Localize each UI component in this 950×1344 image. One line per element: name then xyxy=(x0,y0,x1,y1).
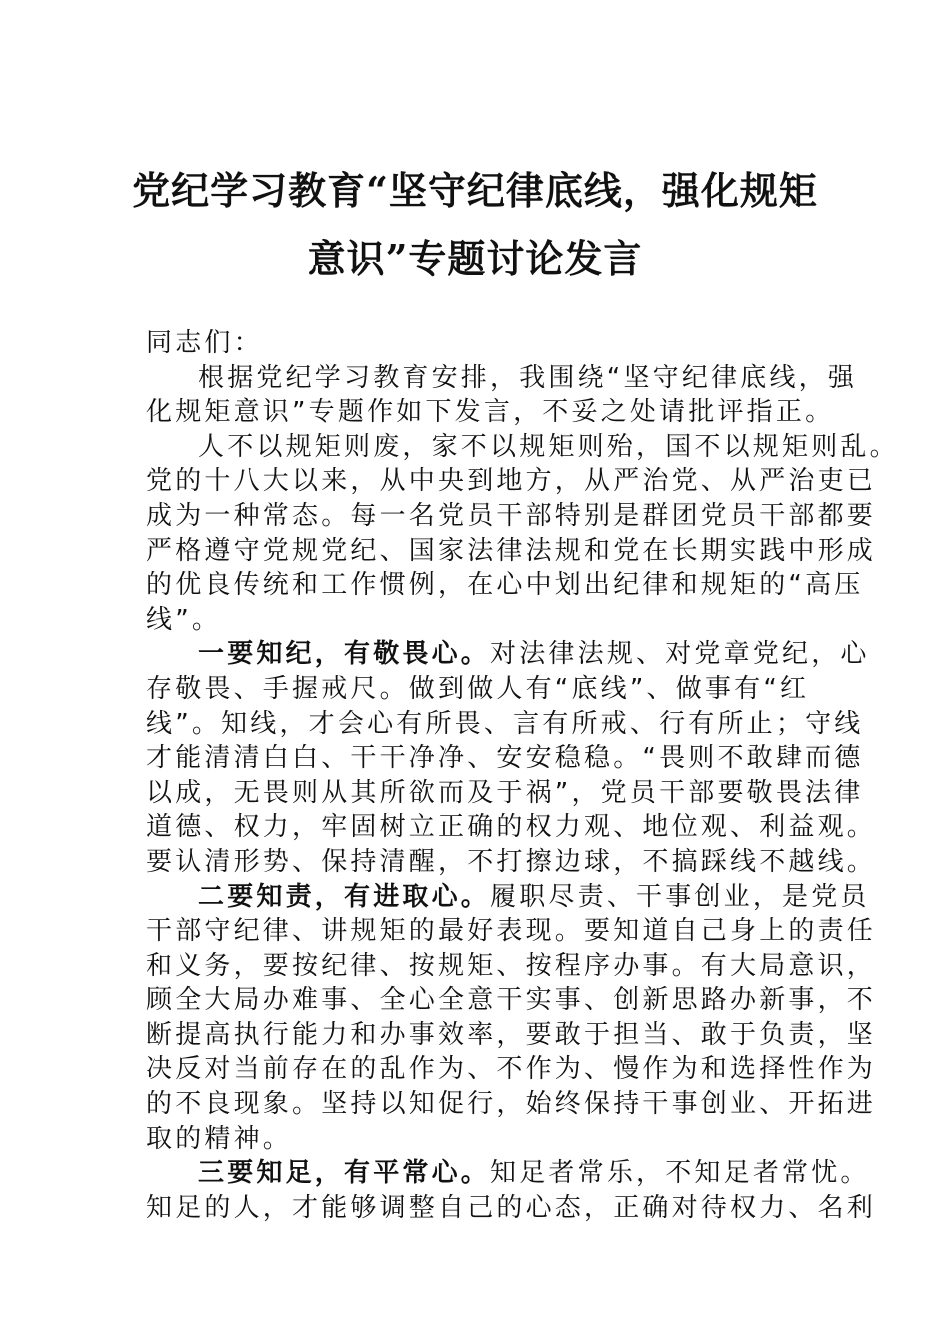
body-line-text: 党的十八大以来，从中央到地方，从严治党、从严治吏已 xyxy=(146,466,877,497)
body-line xyxy=(146,672,826,707)
body-line-text: 线”。知线，才会心有所畏、言有所戒、行有所止；守线 xyxy=(146,708,864,739)
body-line-text: 严格遵守党规党纪、国家法律法规和党在长期实践中形成 xyxy=(146,535,877,566)
body-line-text: 根据党纪学习教育安排，我围绕“坚守纪律底线，强 xyxy=(198,362,858,393)
body-line-text: 道德、权力，牢固树立正确的权力观、地位观、利益观。 xyxy=(146,812,877,843)
body-line xyxy=(146,776,864,811)
body-line xyxy=(146,1018,877,1053)
body-line-text: 知足的人，才能够调整自己的心态，正确对待权力、名利 xyxy=(146,1192,877,1223)
body-line-text: 才能清清白白、干干净净、安安稳稳。“畏则不敢肆而德 xyxy=(146,743,864,774)
body-line xyxy=(146,1052,877,1087)
document-title-line-2: 意识”专题讨论发言 xyxy=(307,236,643,281)
body-line-text: 履职尽责、干事创业，是党员 xyxy=(490,881,870,912)
body-line xyxy=(146,914,877,949)
body-line-text: 的不良现象。坚持以知促行，始终保持干事创业、开拓进 xyxy=(146,1089,877,1120)
body-line xyxy=(146,568,864,603)
body-line xyxy=(146,603,826,638)
body-line-text: 线”。 xyxy=(146,604,222,635)
body-line-text: 顾全大局办难事、全心全意干实事、创新思路办新事，不 xyxy=(146,985,877,1016)
body-line xyxy=(146,949,877,984)
body-line-text: 干部守纪律、讲规矩的最好表现。要知道自己身上的责任 xyxy=(146,916,877,947)
body-line xyxy=(146,637,870,672)
body-line-text: 以成，无畏则从其所欲而及于祸”，党员干部要敬畏法律 xyxy=(146,777,864,808)
body-line-text: 决反对当前存在的乱作为、不作为、慢作为和选择性作为 xyxy=(146,1054,877,1085)
body-line xyxy=(146,1191,877,1226)
body-line xyxy=(146,983,877,1018)
body-line-text: 知足者常乐，不知足者常忧。 xyxy=(490,1158,870,1189)
section-heading: 二要知责，有进取心。 xyxy=(198,881,491,912)
body-line xyxy=(146,499,877,534)
body-line-text: 要认清形势、保持清醒，不打擦边球，不搞踩线不越线。 xyxy=(146,846,877,877)
body-line xyxy=(146,741,864,776)
body-line xyxy=(146,395,835,430)
body-line-text: 的优良传统和工作惯例，在心中划出纪律和规矩的“高压 xyxy=(146,570,864,601)
greeting: 同志们： xyxy=(146,328,263,358)
section-heading: 三要知足，有平常心。 xyxy=(198,1158,491,1189)
body-line-text: 存敬畏、手握戒尺。做到做人有“底线”、做事有“红 xyxy=(146,673,810,704)
body-line xyxy=(146,534,877,569)
document-body xyxy=(146,326,899,1225)
body-line-text: 化规矩意识”专题作如下发言，不妥之处请批评指正。 xyxy=(146,397,835,428)
section-heading: 一要知纪，有敬畏心。 xyxy=(198,639,491,670)
body-line xyxy=(146,1087,877,1122)
body-line-text: 取的精神。 xyxy=(146,1123,293,1154)
body-line xyxy=(146,1122,826,1157)
body-line xyxy=(146,464,877,499)
body-line xyxy=(146,810,877,845)
body-line xyxy=(146,845,877,880)
document-title-line-1: 党纪学习教育“坚守纪律底线，强化规矩 xyxy=(132,168,818,213)
body-line-text: 和义务，要按纪律、按规矩、按程序办事。有大局意识， xyxy=(146,950,877,981)
body-line-text: 人不以规矩则废，家不以规矩则殆，国不以规矩则乱。 xyxy=(198,431,899,462)
body-line xyxy=(146,430,899,465)
body-line xyxy=(146,707,864,742)
body-line-text: 成为一种常态。每一名党员干部特别是群团党员干部都要 xyxy=(146,500,877,531)
body-line xyxy=(146,1156,870,1191)
body-line xyxy=(146,880,870,915)
body-line xyxy=(146,361,858,396)
body-line-text: 对法律法规、对党章党纪，心 xyxy=(490,639,870,670)
body-line-text: 断提高执行能力和办事效率，要敢于担当、敢于负责，坚 xyxy=(146,1019,877,1050)
